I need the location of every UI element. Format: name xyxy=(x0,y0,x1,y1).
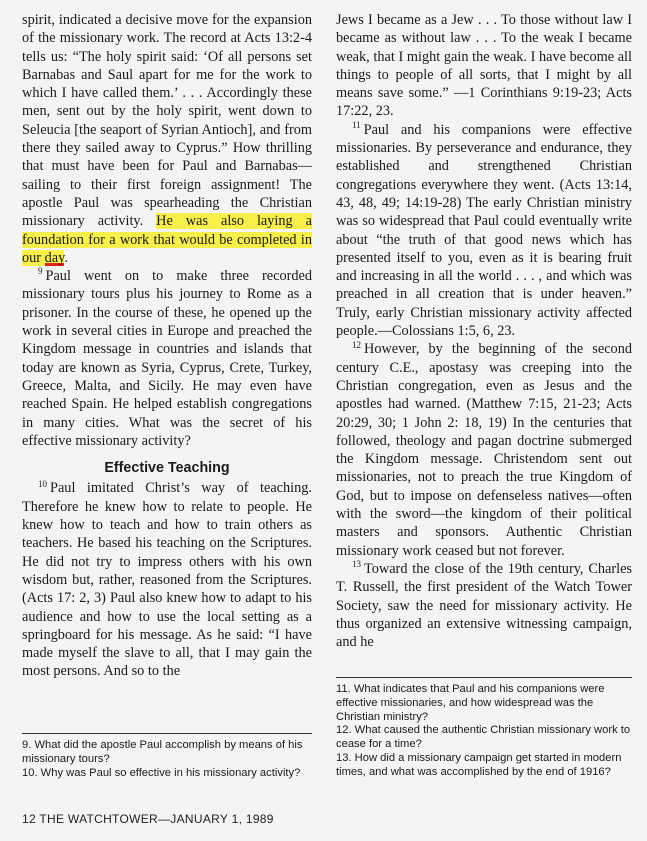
highlighted-underlined-word: day xyxy=(44,249,65,266)
paragraph-number: 12 xyxy=(352,339,361,350)
study-question: 9. What did the apostle Paul accomplish by means of his missionary tours? xyxy=(22,739,303,765)
right-column xyxy=(336,11,632,651)
paragraph-11 xyxy=(336,121,632,341)
left-column xyxy=(22,11,312,681)
paragraph-11-text: Paul and his companions were effective missionaries. By perseverance and endurance, they established and strengthened Christian congregations everywhere they went. (Acts 13:14, 43, 48, 49; 14:19-28) The early Christian ministry was so widespread that Paul could eventually write about “the truth of that good news which has presented itself to you, even as it is bearing fruit and increasing in all the world . . . , and which was preached in all creation that is under heaven.” Truly, early Christian missionary activity affected people.—Colossians 1:5, 6, 23. xyxy=(336,121,632,340)
paragraph-number: 10 xyxy=(38,478,47,489)
paragraph-10 xyxy=(22,479,312,680)
study-questions-right xyxy=(336,683,632,780)
quote-continuation: Jews I became as a Jew . . . To those without law I became as without law . . . To the weak I became weak, that I might gain the weak. I have become all things to people of all sorts, that I might by all means save some.” —1 Corinthians 9:19-23; Acts 17:22, 23. xyxy=(336,12,632,120)
study-question: 13. How did a missionary campaign get started in modern times, and what was accomplished by the end of 1916? xyxy=(336,751,622,778)
paragraph-12 xyxy=(336,340,632,560)
paragraph-13-text: Toward the close of the 19th century, Charles T. Russell, the first president of the Watch Tower Society, saw the need for missionary activity. He thus organized an extensive witnessing campaign, and he xyxy=(336,560,632,651)
page-footer: 12 THE WATCHTOWER—JANUARY 1, 1989 xyxy=(22,812,274,826)
paragraph-9 xyxy=(22,267,312,450)
study-questions-left xyxy=(22,739,312,780)
study-question: 11. What indicates that Paul and his companions were effective missionaries, and how widespread was the Christian ministry? xyxy=(336,683,605,723)
paragraph-9-text: Paul went on to make three recorded missionary tours plus his journey to Rome as a prisoner. In the course of these, he opened up the work in several cities in Europe and preached the Kingdom message in countries and islands that today are known as Syria, Cyprus, Crete, Turkey, Greece, Malta, and Sicily. He may even have reached Spain. He helped establish congregations in many cities. What was the secret of his effective missionary activity? xyxy=(22,268,312,449)
highlighted-sentence: He was also laying a foundation for a work that would be completed in our xyxy=(22,213,312,266)
paragraph-12-text: However, by the beginning of the second century C.E., apostasy was creeping into the Christian congregation, even as Jesus and the apostles had warned. (Matthew 7:15, 21-23; Acts 20:29, 30; 1 John 2: 18, 19) In the centuries that followed, theology and pagan doctrine submerged the Kingdom message. Christendom sent out missionaries, not to preach the true Kingdom of God, but to impose on defenseless natives—often with the sword—the kingdom of their political masters and sponsors. Authentic Christian missionary work ceased but not forever. xyxy=(336,341,632,559)
section-heading: Effective Teaching xyxy=(104,460,230,477)
paragraph-13 xyxy=(336,560,632,651)
paragraph-8-text: spirit, indicated a decisive move for the expansion of the missionary work. The record at Acts 13:2-4 tells us: “The holy spirit said: ‘Of all persons set Barnabas and Saul apart for me for the work to which I have called them.’ . . . Accordingly these men, sent out by the holy spirit, went down to Seleucia [the seaport of Syrian Antioch], and from there they sailed away to Cyprus.” How thrilling that must have been for Paul and Barnabas—sailing to their first foreign assignment! The apostle Paul was spearheading the Christian missionary activity. xyxy=(22,12,312,230)
paragraph-10-text: Paul imitated Christ’s way of teaching. Therefore he knew how to relate to people. He knew how to teach and how to train others as teachers. He based his teaching on the Scriptures. He did not try to impress others with his own wisdom but, rather, reasoned from the Scriptures. (Acts 17: 2, 3) Paul also knew how to adapt to his audience and how to use the local setting as a springboard for his message. As he said: “I have made myself the slave to all, that I may gain the most persons. And so to the xyxy=(22,480,312,680)
questions-divider xyxy=(336,677,632,678)
paragraph-8 xyxy=(22,11,312,267)
paragraph-number: 13 xyxy=(352,559,361,570)
paragraph-number: 9 xyxy=(38,266,43,277)
study-question: 10. Why was Paul so effective in his missionary activity? xyxy=(22,766,301,779)
sentence-end: . xyxy=(64,249,68,266)
study-question: 12. What caused the authentic Christian missionary work to cease for a time? xyxy=(336,724,631,751)
paragraph-number: 11 xyxy=(352,120,361,131)
questions-divider xyxy=(22,733,312,734)
